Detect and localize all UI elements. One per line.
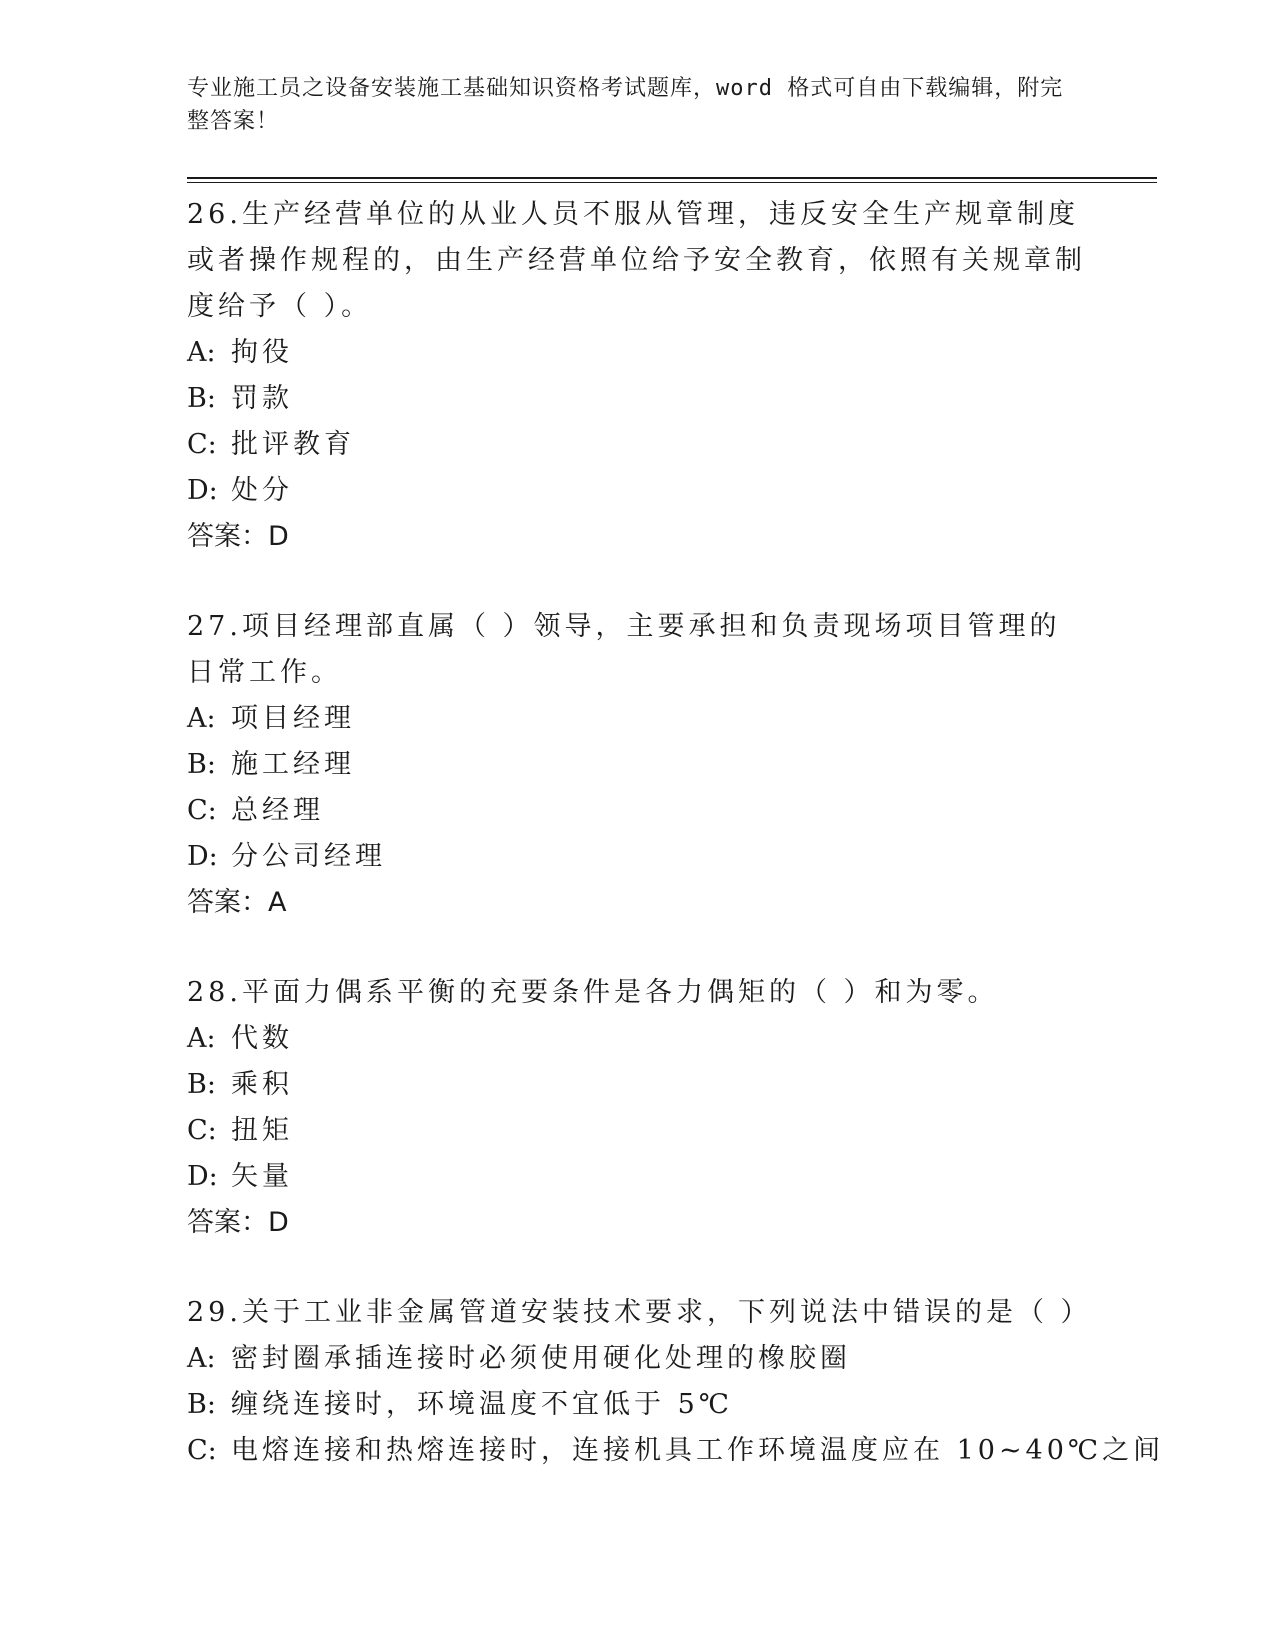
option-a bbox=[187, 330, 1157, 376]
option-b bbox=[187, 1062, 1157, 1108]
option-c bbox=[187, 1428, 1165, 1474]
option-c bbox=[187, 422, 1157, 468]
option-c bbox=[187, 788, 1157, 834]
header-note: 专业施工员之设备安装施工基础知识资格考试题库，word 格式可自由下载编辑，附完整答案！ bbox=[187, 76, 1064, 134]
option-text: 扭矩 bbox=[231, 1115, 293, 1146]
option-letter: C: bbox=[187, 429, 217, 460]
header-divider bbox=[187, 177, 1157, 183]
option-letter: A: bbox=[187, 703, 216, 734]
option-text: 罚款 bbox=[231, 383, 293, 414]
question-29 bbox=[187, 1290, 1165, 1474]
question-stem: 28.平面力偶系平衡的充要条件是各力偶矩的（ ）和为零。 bbox=[187, 977, 999, 1008]
question-26 bbox=[187, 192, 1157, 560]
option-letter: C: bbox=[187, 795, 217, 826]
option-text: 总经理 bbox=[231, 795, 324, 826]
option-letter: A: bbox=[187, 337, 216, 368]
option-a bbox=[187, 1016, 1157, 1062]
option-text: 批评教育 bbox=[231, 429, 355, 460]
option-letter: A: bbox=[187, 1343, 216, 1374]
option-text: 密封圈承插连接时必须使用硬化处理的橡胶圈 bbox=[231, 1343, 851, 1374]
option-text: 处分 bbox=[231, 475, 293, 506]
option-letter: C: bbox=[187, 1115, 217, 1146]
option-a bbox=[187, 696, 1157, 742]
option-b bbox=[187, 376, 1157, 422]
question-stem: 27.项目经理部直属（ ）领导，主要承担和负责现场项目管理的日常工作。 bbox=[187, 611, 1061, 688]
option-text: 乘积 bbox=[231, 1069, 293, 1100]
option-text: 分公司经理 bbox=[231, 841, 386, 872]
answer-line: 答案：D bbox=[187, 521, 289, 552]
option-letter: B: bbox=[187, 1389, 216, 1420]
option-text: 矢量 bbox=[231, 1161, 293, 1192]
question-stem: 29.关于工业非金属管道安装技术要求，下列说法中错误的是（ ） bbox=[187, 1297, 1092, 1328]
option-c bbox=[187, 1108, 1157, 1154]
option-b bbox=[187, 1382, 1157, 1428]
answer-line: 答案：A bbox=[187, 887, 287, 918]
option-text: 拘役 bbox=[231, 337, 293, 368]
question-stem: 26.生产经营单位的从业人员不服从管理，违反安全生产规章制度或者操作规程的，由生产经营单位给予安全教育，依照有关规章制度给予（ ）。 bbox=[187, 199, 1086, 322]
option-text: 电熔连接和热熔连接时，连接机具工作环境温度应在 10~40℃之间 bbox=[231, 1435, 1165, 1466]
question-28 bbox=[187, 970, 1157, 1246]
option-letter: B: bbox=[187, 1069, 216, 1100]
option-text: 项目经理 bbox=[231, 703, 355, 734]
option-text: 代数 bbox=[231, 1023, 293, 1054]
answer-line: 答案：D bbox=[187, 1207, 289, 1238]
option-letter: B: bbox=[187, 749, 216, 780]
document-page bbox=[187, 72, 1165, 1474]
option-letter: A: bbox=[187, 1023, 216, 1054]
option-d bbox=[187, 834, 1157, 880]
option-letter: D: bbox=[187, 1161, 218, 1192]
option-letter: D: bbox=[187, 475, 218, 506]
option-letter: D: bbox=[187, 841, 218, 872]
option-letter: C: bbox=[187, 1435, 217, 1466]
option-a bbox=[187, 1336, 1157, 1382]
option-b bbox=[187, 742, 1157, 788]
option-letter: B: bbox=[187, 383, 216, 414]
option-text: 施工经理 bbox=[231, 749, 355, 780]
option-text: 缠绕连接时，环境温度不宜低于 5℃ bbox=[231, 1389, 733, 1420]
option-d bbox=[187, 1154, 1157, 1200]
question-27 bbox=[187, 604, 1157, 926]
option-d bbox=[187, 468, 1157, 514]
